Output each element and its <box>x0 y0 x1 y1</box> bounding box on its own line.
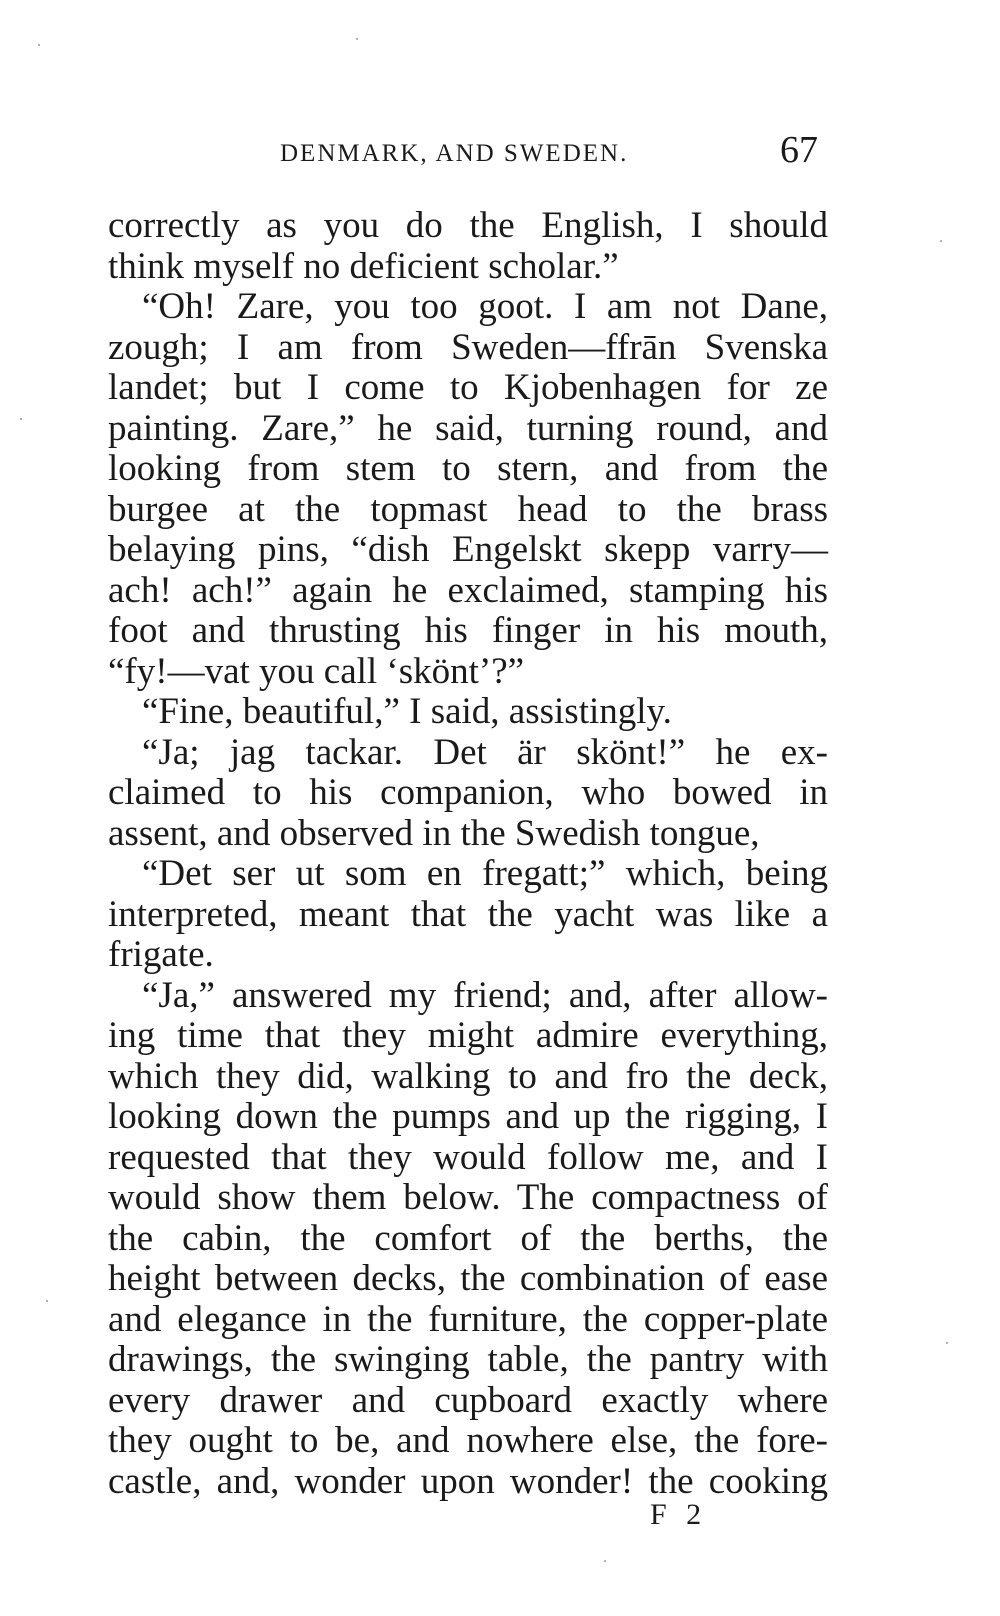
text-line: looking down the pumps and up the rigging, I <box>108 1096 828 1137</box>
text-line: landet; but I come to Kjobenhagen for ze <box>108 367 828 408</box>
text-line: the cabin, the comfort of the berths, the <box>108 1217 828 1259</box>
text-line: burgee at the topmast head to the brass <box>108 488 828 530</box>
text-line: “Ja,” answered my friend; and, after allow- <box>142 974 828 1016</box>
paper-speck <box>946 1342 948 1344</box>
signature-mark: F 2 <box>650 1498 708 1531</box>
paper-speck <box>20 418 22 420</box>
text-line: “Ja; jag tackar. Det är skönt!” he ex- <box>142 731 828 773</box>
text-line: frigate. <box>108 934 214 975</box>
paper-speck <box>38 44 40 46</box>
text-line: interpreted, meant that the yacht was like a <box>108 893 828 935</box>
text-line: correctly as you do the English, I should <box>108 205 828 246</box>
text-line: zough; I am from Sweden—ffrān Svenska <box>108 326 828 368</box>
text-line: think myself no deficient scholar.” <box>108 245 619 287</box>
paper-speck <box>356 38 358 40</box>
paper-speck <box>604 1560 606 1562</box>
body-text <box>108 206 828 1502</box>
text-line: every drawer and cupboard exactly where <box>108 1379 828 1421</box>
paper-speck <box>46 1300 48 1302</box>
text-line: assent, and observed in the Swedish tongue, <box>108 812 760 854</box>
text-line: drawings, the swinging table, the pantry with <box>108 1339 828 1380</box>
text-line: “fy!—vat you call ‘skönt’?” <box>108 650 525 692</box>
text-line: “Oh! Zare, you too goot. I am not Dane, <box>142 286 828 327</box>
page-number: 67 <box>780 129 818 171</box>
text-line: castle, and, wonder upon wonder! the cooking <box>108 1460 828 1502</box>
text-line: requested that they would follow me, and I <box>108 1136 828 1178</box>
text-line: claimed to his companion, who bowed in <box>108 772 828 813</box>
text-line: they ought to be, and nowhere else, the fore- <box>108 1420 828 1461</box>
text-line: painting. Zare,” he said, turning round, and <box>108 407 828 449</box>
text-line: “Fine, beautiful,” I said, assistingly. <box>142 691 672 732</box>
text-line: ach! ach!” again he exclaimed, stamping his <box>108 569 828 611</box>
text-line: ing time that they might admire everything, <box>108 1015 828 1056</box>
text-line: “Det ser ut som en fregatt;” which, being <box>142 853 828 894</box>
text-line: which they did, walking to and fro the deck, <box>108 1055 828 1097</box>
text-line: and elegance in the furniture, the copper-plate <box>108 1298 828 1340</box>
text-line: belaying pins, “dish Engelskt skepp varry— <box>108 529 828 570</box>
text-line: foot and thrusting his finger in his mouth, <box>108 610 828 651</box>
running-title: DENMARK, AND SWEDEN. <box>280 140 629 167</box>
text-line: looking from stem to stern, and from the <box>108 448 828 489</box>
paper-speck <box>940 240 942 242</box>
text-line: height between decks, the combination of ease <box>108 1258 828 1299</box>
text-line: would show them below. The compactness of <box>108 1177 828 1218</box>
